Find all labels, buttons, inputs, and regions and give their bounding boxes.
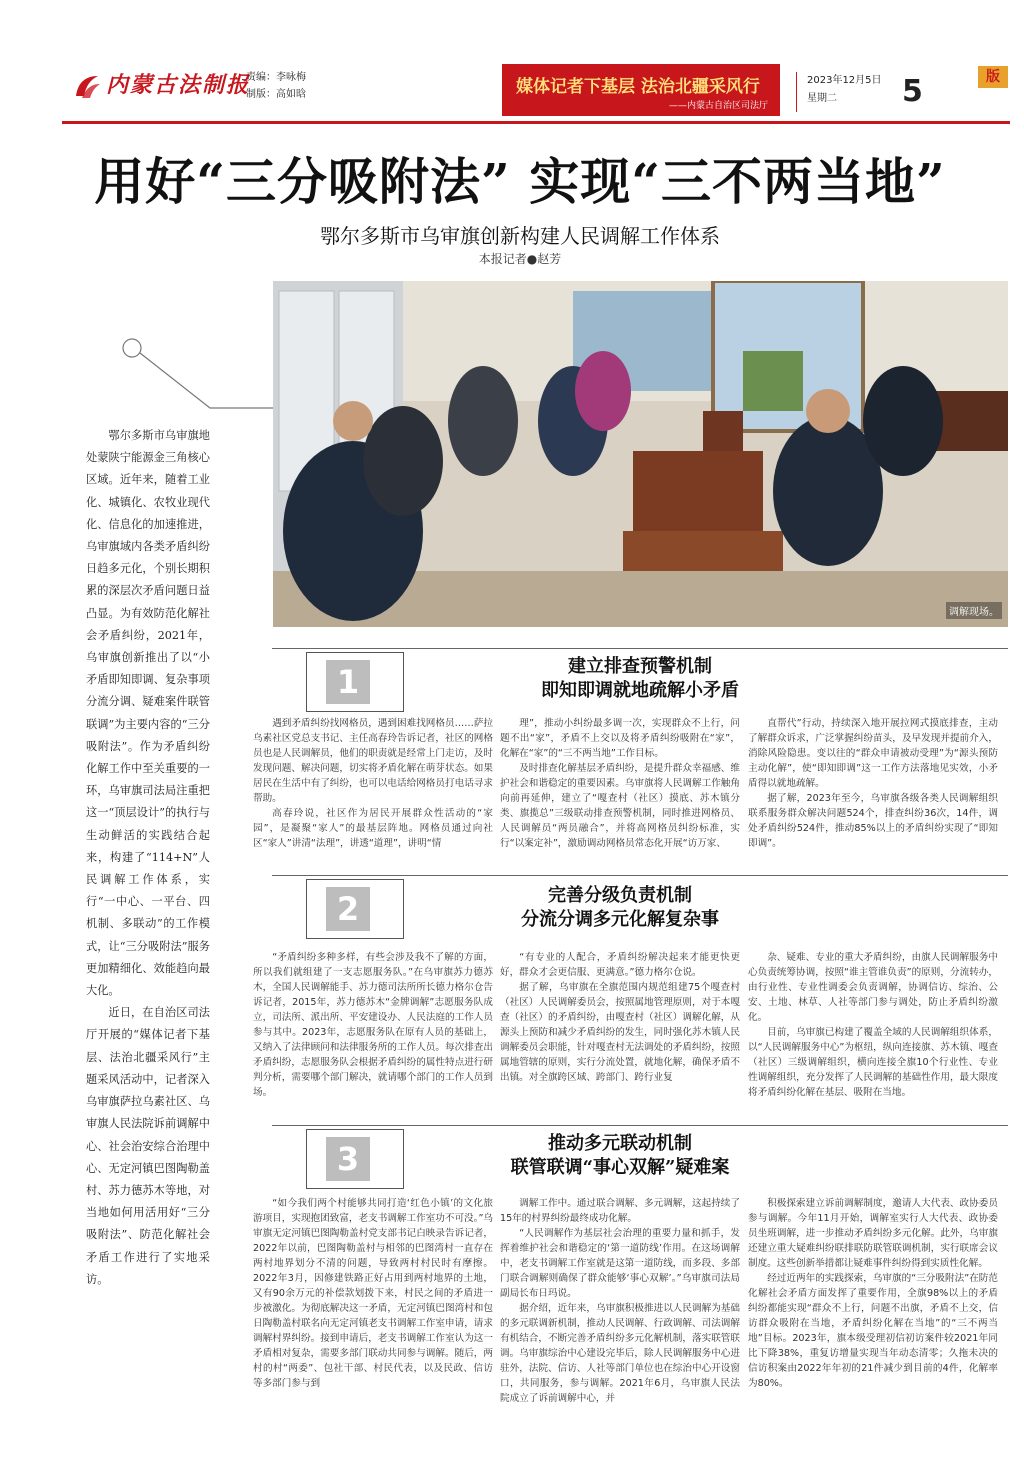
body-paragraph: 遇到矛盾纠纷找网格员，遇到困难找网格员……萨拉乌素社区党总支书记、主任高春玲告诉记者，社区的网格员也是人民调解员，他们的职责就是经常上门走访，及时发现问题、解决问题，切实将矛盾化解在萌芽状态。如果居民在生活中有了纠纷，也可以电话给网格员打电话寻求帮助。 [253,718,493,804]
body-paragraph: 及时排查化解基层矛盾纠纷，是提升群众幸福感、维护社会和谐稳定的重要因素。乌审旗将人民调解工作触角向前再延伸，建立了“嘎查村（社区）摸底、苏木镇分类、旗揽总”三级联动排查预警机制，同时推进网格员、人民调解员“两员融合”，并将高网格员纠纷标准，实行“以案定补”，激励调动网格员常态化开展“访万家、 [500,763,740,849]
sidebar-paragraph: 近日，在自治区司法厅开展的“媒体记者下基层、法治北疆采风行”主题采风活动中，记者深入乌审旗萨拉乌素社区、乌审旗人民法院诉前调解中心、社会治安综合治理中心、无定河镇巴图陶勒盖村、苏力德苏木等地，对当地如何用活用好“三分吸附法”、防范化解社会矛盾工作进行了实地采访。 [86,1006,210,1286]
body-paragraph: “人民调解作为基层社会治理的重要力量和抓手，发挥着维护社会和谐稳定的‘第一道防线’作用。在这场调解中，老支书调解工作室就是这第一道防线，而多段、多部门联合调解则确保了群众能够‘事心双解’。”乌审旗司法局副局长布日玛说。 [500,1228,740,1299]
article-headline: 用好“三分吸附法” 实现“三不两当地” [94,152,946,211]
article-byline: 本报记者●赵芳 [478,252,562,266]
section-3-column-3 [748,1196,998,1391]
section-title-line: 建立排查预警机制 [568,656,712,677]
section-divider [272,648,1008,649]
mediation-scene-image [273,281,1008,627]
page-number: 5 [902,74,923,109]
section-title-line: 分流分调多元化解复杂事 [521,909,719,930]
column-banner [502,64,780,116]
banner-subtitle: ——内蒙古自治区司法厅 [668,101,768,111]
body-paragraph: 据了解，2023年至今，乌审旗各级各类人民调解组织联系服务群众解决问题524个，排查纠纷36次，14件，调处矛盾纠纷524件，推动85%以上的矛盾纠纷实现了“即知即调”。 [748,793,998,849]
section-divider [272,1125,1008,1126]
section-divider [272,875,1008,876]
body-paragraph: 积极探索建立诉前调解制度，邀请人大代表、政协委员参与调解。今年11月开始，调解室实行人大代表、政协委员坐班调解，进一步推动矛盾纠纷多元化解。此外，乌审旗还建立重大疑难纠纷联排联防联管联调机制，实行联席会议制度。这些创新举措都让疑难事件纠纷得到实质性化解。 [748,1198,998,1269]
section-number-2: 2 [326,887,370,931]
section-2-column-3 [748,950,998,1100]
section-1-column-1 [253,716,493,851]
page-number-box [888,66,1008,116]
body-paragraph: 高春玲说，社区作为居民开展群众性活动的“家园”，是凝聚“家人”的最基层阵地。网格员通过向社区“家人”讲清“法理”，讲透“道理”，讲明“情 [253,808,493,849]
section-3-column-1 [253,1196,493,1391]
banner-title: 媒体记者下基层 法治北疆采风行 [516,77,760,97]
body-paragraph: “矛盾纠纷多种多样，有些会涉及我不了解的方面，所以我们就组建了一支志愿服务队。”在乌审旗苏力德苏木，全国人民调解能手、苏力德司法所所长德力格尔仓告诉记者，2015年，苏力德苏木“金牌调解”志愿服务队成立，司法所、派出所、平安建设办、人民法庭的工作人员参与其中。2023年，志愿服务队在原有人员的基础上，又纳入了法律顾问和法律服务所的工作人员。每次排查出矛盾纠纷，志愿服务队会根据矛盾纠纷的属性特点进行研判分析，需要哪个部门解决，就请哪个部门的工作人员到场。 [253,952,493,1098]
body-paragraph: 目前，乌审旗已构建了覆盖全域的人民调解组织体系，以“人民调解服务中心”为枢纽，纵向连接旗、苏木镇、嘎查（社区）三级调解组织，横向连接全旗10个行业性、专业性调解组织，充分发挥了人民调解的基础性作用，最大限度将矛盾纠纷化解在基层、吸附在当地。 [748,1027,998,1098]
body-paragraph: 理”，推动小纠纷最多调一次，实现群众不上行，问题不出“家”，矛盾不上交以及将矛盾纠纷吸附在“家”，化解在“家”的“三不两当地”工作目标。 [500,718,740,759]
body-paragraph: “有专业的人配合，矛盾纠纷解决起来才能更快更好，群众才会更信服、更满意。”德力格尔仓说。 [500,952,740,978]
sidebar-paragraph: 鄂尔多斯市乌审旗地处蒙陕宁能源金三角核心区域。近年来，随着工业化、城镇化、农牧业现代化、信息化的加速推进，乌审旗域内各类矛盾纠纷日趋多元化，个别长期积累的深层次矛盾问题日益凸显。为有效防范化解社会矛盾纠纷，2021年，乌审旗创新推出了以“小矛盾即知即调、复杂事项分流分调、疑难案件联管联调”为主要内容的“三分吸附法”。作为矛盾纠纷化解工作中至关重要的一环，乌审旗司法局注重把这一“顶层设计”的执行与生动鲜活的实践结合起来，构建了“114+N”人民调解工作体系，实行“一中心、一平台、四机制、多联动”的工作模式，让“三分吸附法”服务更加精细化、效能趋向最大化。 [86,429,210,998]
section-number-3: 3 [326,1137,370,1181]
body-paragraph: 据介绍，近年来，乌审旗积极推进以人民调解为基础的多元联调新机制，推动人民调解、行政调解、司法调解有机结合，不断完善矛盾纠纷多元化解机制，落实联管联调。乌审旗综治中心建设完毕后，除人民调解服务中心进驻外，法院、信访、人社等部门单位也在综治中心开设窗口，共同服务，参与调解。2021年6月，乌审旗人民法院成立了诉前调解中心，并 [500,1303,740,1404]
section-3-title [400,1132,840,1180]
body-paragraph: 据了解，乌审旗在全旗范围内规范组建75个嘎查村（社区）人民调解委员会，按照属地管理原则，对于本嘎查（社区）的矛盾纠纷，由嘎查村（社区）调解化解，从源头上预防和减少矛盾纠纷的发生，同时强化苏木镇人民调解委员会职能，针对嘎查村无法调处的矛盾纠纷，按照属地管辖的原则，实行分流处置，就地化解，确保矛盾不出镇。对全旗跨区域、跨部门、跨行业复 [500,982,740,1083]
editor-line: 责编：李咏梅 [246,72,306,83]
section-number-1: 1 [326,660,370,704]
section-title-line: 推动多元联动机制 [548,1133,692,1154]
masthead-rule [62,121,1010,124]
section-1-column-2 [500,716,740,851]
page-tag: 版 [978,66,1008,88]
issue-date: 2023年12月5日 [807,75,882,86]
article-subhead: 鄂尔多斯市乌审旗创新构建人民调解工作体系 [320,224,720,248]
issue-weekday: 星期二 [807,93,837,104]
section-2-title [400,884,840,932]
section-title-line: 联管联调“事心双解”疑难案 [510,1157,730,1178]
section-1-column-3 [748,716,998,851]
section-2-column-1 [253,950,493,1100]
editor-credits [246,69,306,103]
body-paragraph: 调解工作中。通过联合调解、多元调解，这起持续了15年的村界纠纷最终成功化解。 [500,1198,740,1224]
newspaper-logo-icon [72,72,102,100]
body-paragraph: 经过近两年的实践探索，乌审旗的“三分吸附法”在防范化解社会矛盾方面发挥了重要作用，全旗98%以上的矛盾纠纷都能实现“群众不上行，问题不出旗，矛盾不上交，信访群众吸附在当地，矛盾纠纷化解在当地”的“三不两当地”目标。2023年，旗本级受理初信初访案件较2021年同比下降38%，重复访增量实现当年动态清零；久拖未决的信访积案由2022年年初的21件减少到目前的4件，化解率为80%。 [748,1273,998,1389]
body-paragraph: 杂、疑难、专业的重大矛盾纠纷，由旗人民调解服务中心负责统筹协调，按照“谁主管谁负责”的原则，分流转办，由行业性、专业性调委会负责调解，协调信访、综治、公安、土地、林草、人社等部门参与调处，防止矛盾纠纷激化。 [748,952,998,1023]
sidebar-intro [86,425,210,1291]
section-1-title [420,655,860,703]
layout-line: 制版：高如晗 [246,89,306,100]
newspaper-logo-text: 内蒙古法制报 [106,72,251,98]
section-2-column-2 [500,950,740,1085]
section-title-line: 完善分级负责机制 [548,885,692,906]
mediation-photo [273,281,1008,627]
body-paragraph: “如今我们两个村能够共同打造‘红色小镇’的文化旅游项目，实现抱团致富，老支书调解工作室功不可没。”乌审旗无定河镇巴图陶勒盖村党支部书记白映录告诉记者，2022年以前，巴图陶勒盖村与相邻的巴图湾村一直存在两村地界划分不清的问题，导致两村村民时有摩擦。2022年3月，因修建铁路正好占用到两村地界的土地，又有90余万元的补偿款划拨下来，村民之间的矛盾进一步被激化。为彻底解决这一矛盾，无定河镇巴图湾村和包日陶勒盖村联名向无定河镇老支书调解工作室申请，请求调解村界纠纷。接到申请后，老支书调解工作室认为这一矛盾相对复杂，需要多部门联动共同参与调解。随后，两村的村“两委”、包社干部、村民代表，以及民政、信访等多部门参与到 [253,1198,494,1389]
body-paragraph: 直帮代”行动，持续深入地开展拉网式摸底排查，主动了解群众诉求，广泛掌握纠纷苗头，及早发现并提前介入，消除风险隐患。变以往的“群众申请被动受理”为“源头预防主动化解”，使“即知即调”这一工作方法落地见实效，小矛盾得以就地疏解。 [748,718,998,789]
photo-caption: 调解现场。 [946,602,1002,619]
section-3-column-2 [500,1196,740,1406]
issue-date-box [796,72,895,112]
section-title-line: 即知即调就地疏解小矛盾 [541,680,739,701]
